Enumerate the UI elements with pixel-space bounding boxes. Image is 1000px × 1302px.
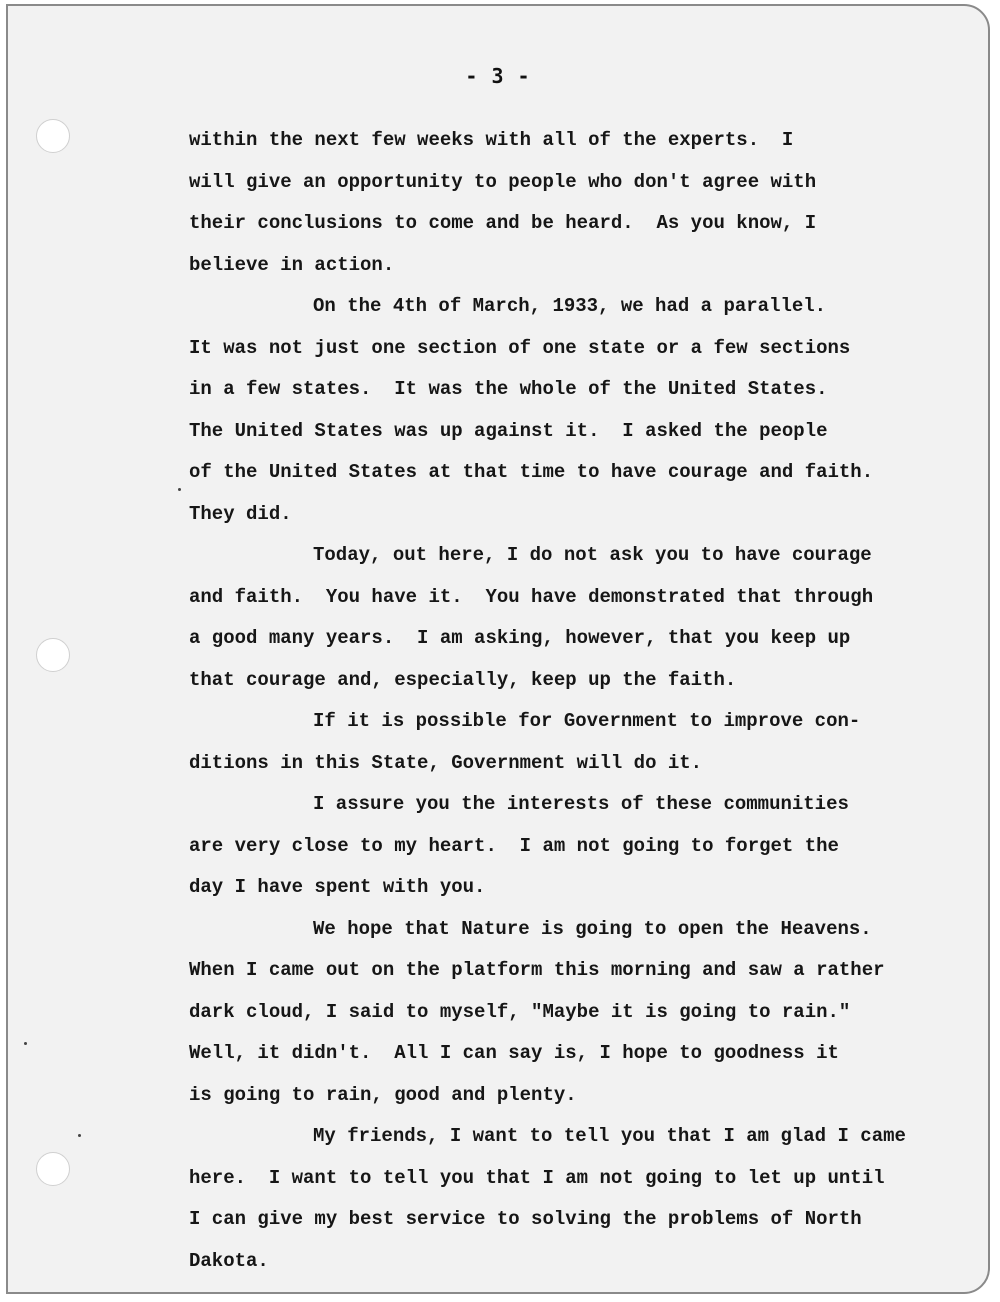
text-line: We hope that Nature is going to open the Heavens. — [313, 917, 872, 940]
text-line: is going to rain, good and plenty. — [189, 1083, 577, 1106]
text-line: My friends, I want to tell you that I am glad I came — [313, 1125, 906, 1147]
text-line: their conclusions to come and be heard. As you know, I — [189, 212, 817, 234]
punch-hole-bottom — [36, 1152, 70, 1186]
text-line: Dakota. — [189, 1249, 269, 1272]
text-line: I assure you the interests of these communities — [313, 793, 849, 815]
text-line: within the next few weeks with all of the experts. I — [189, 129, 794, 151]
text-line: day I have spent with you. — [189, 876, 486, 898]
text-line: here. I want to tell you that I am not going to let up until — [189, 1166, 885, 1189]
paper-speck — [24, 1042, 27, 1045]
punch-hole-top — [36, 119, 70, 153]
text-line: of the United States at that time to have courage and faith. — [189, 461, 874, 483]
text-line: Today, out here, I do not ask you to have courage — [313, 544, 872, 566]
text-line: When I came out on the platform this morning and saw a rather — [189, 959, 885, 981]
text-line: a good many years. I am asking, however, that you keep up — [189, 627, 851, 649]
text-line: They did. — [189, 502, 292, 525]
text-line: dark cloud, I said to myself, "Maybe it is going to rain." — [189, 1000, 851, 1023]
text-line: that courage and, especially, keep up the faith. — [189, 668, 737, 691]
typewritten-body — [189, 120, 969, 1282]
text-line: believe in action. — [189, 253, 395, 276]
page-number: - 3 - — [465, 64, 531, 88]
text-line: If it is possible for Government to improve con- — [313, 710, 861, 732]
text-line: Well, it didn't. All I can say is, I hope to goodness it — [189, 1042, 839, 1064]
text-line: It was not just one section of one state or a few sections — [189, 336, 851, 359]
paper-speck — [178, 488, 181, 491]
text-line: On the 4th of March, 1933, we had a parallel. — [313, 295, 827, 317]
paper-speck — [78, 1134, 81, 1137]
text-line: I can give my best service to solving the problems of North — [189, 1208, 862, 1230]
document-page — [6, 4, 990, 1294]
text-line: The United States was up against it. I asked the people — [189, 419, 828, 442]
punch-hole-middle — [36, 638, 70, 672]
text-line: in a few states. It was the whole of the United States. — [189, 378, 828, 400]
text-line: and faith. You have it. You have demonstrated that through — [189, 585, 874, 608]
text-line: ditions in this State, Government will do it. — [189, 751, 703, 774]
text-line: are very close to my heart. I am not going to forget the — [189, 834, 839, 857]
text-line: will give an opportunity to people who don't agree with — [189, 170, 817, 193]
